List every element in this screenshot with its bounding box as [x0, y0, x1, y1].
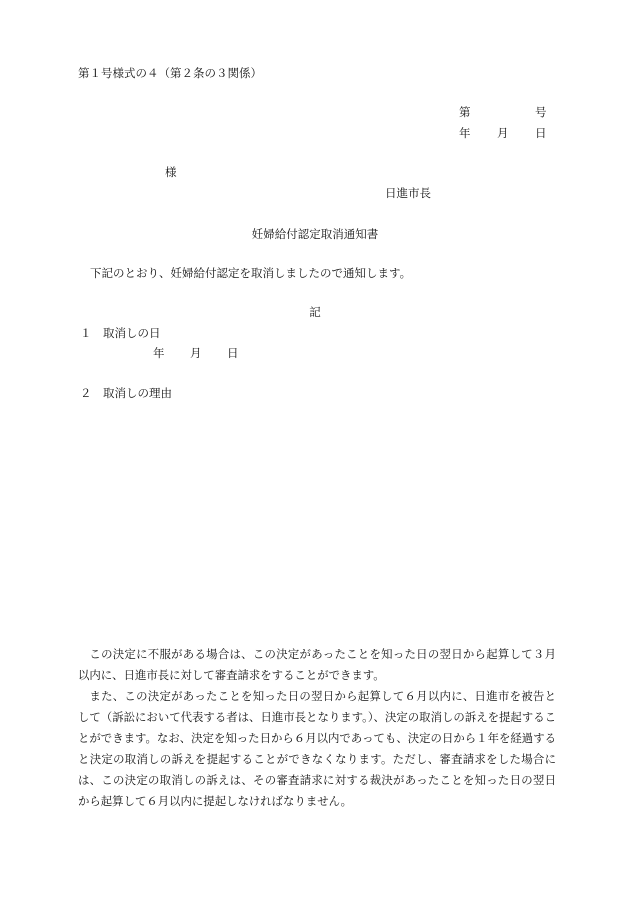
addressee-honorific: 様	[165, 165, 177, 179]
cancel-date-month: 月	[190, 346, 202, 360]
item-1-number: １	[80, 326, 92, 340]
intro-text: 下記のとおり、妊婦給付認定を取消しましたので通知します。	[90, 266, 412, 280]
issue-date-day: 日	[535, 126, 547, 140]
issue-date-month: 月	[497, 126, 509, 140]
cancel-date-year: 年	[153, 346, 165, 360]
item-1-label: 取消しの日	[103, 326, 161, 340]
document-number-prefix: 第	[459, 105, 471, 119]
issue-date-year: 年	[459, 126, 471, 140]
item-2-label: 取消しの理由	[103, 386, 172, 400]
document-title: 妊婦給付認定取消通知書	[251, 227, 379, 241]
appeal-notice-paragraph-1: この決定に不服がある場合は、この決定があったことを知った日の翌日から起算して３月以内に、日進市長に対して審査請求をすることができます。	[78, 647, 556, 682]
ki-heading: 記	[309, 305, 321, 319]
sender-name: 日進市長	[385, 186, 431, 200]
document-number-suffix: 号	[535, 105, 547, 119]
item-2-number: ２	[80, 386, 92, 400]
appeal-notice-paragraph-2: また、この決定があったことを知った日の翌日から起算して６月以内に、日進市を被告として（訴訟において代表する者は、日進市長となります。）、決定の取消しの訴えを提起することができます。なお、決定を知った日から６月以内であっても、決定の日から１年を経過すると決定の取消しの訴えを提起することができなくなります。ただし、審査請求をした場合には、この決定の取消しの訴えは、その審査請求に対する裁決があったことを知った日の翌日から起算して６月以内に提起しなければなりません。	[78, 689, 556, 808]
form-number: 第１号様式の４（第２条の３関係）	[78, 66, 262, 80]
cancel-date-day: 日	[227, 346, 239, 360]
appeal-notice	[78, 644, 556, 812]
